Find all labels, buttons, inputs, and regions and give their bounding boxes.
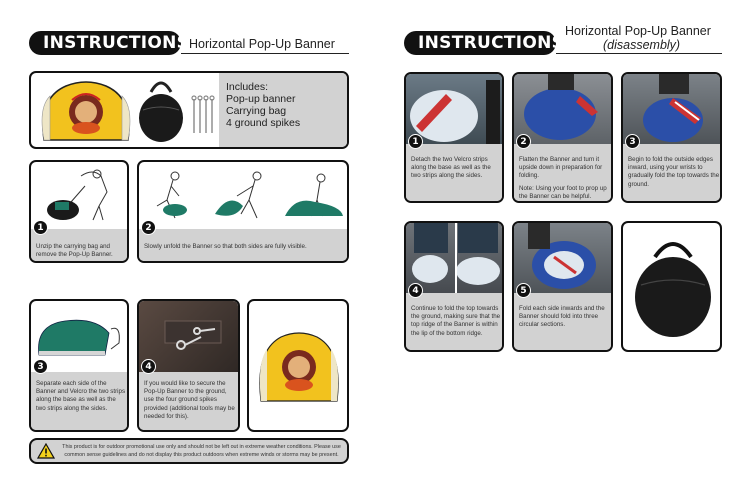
- left-step-1-text: Unzip the carrying bag and remove the Pop-Up Banner.: [36, 243, 113, 259]
- step-number-badge: 5: [516, 283, 531, 298]
- right-step-5-text: Fold each side inwards and the Banner should fold into three circular sections.: [519, 305, 605, 329]
- left-step-1-panel: [29, 160, 129, 263]
- includes-item: 4 ground spikes: [226, 117, 301, 129]
- left-step-3-text: Separate each side of the Banner and Velcro the two strips along the base as well as the two strips along the sides.: [36, 380, 126, 412]
- assembled-banner-image: [255, 327, 343, 403]
- includes-panel: [29, 71, 349, 149]
- includes-heading: Includes:: [226, 81, 269, 93]
- right-step-4-panel: [404, 221, 504, 352]
- step-number-badge: 4: [408, 283, 423, 298]
- step-number-badge: 1: [408, 134, 423, 149]
- left-header-badge: INSTRUCTIONS: [29, 31, 181, 55]
- step-number-badge: 3: [625, 134, 640, 149]
- includes-item: Carrying bag: [226, 105, 287, 117]
- warning-icon: [37, 443, 55, 459]
- includes-item: Pop-up banner: [226, 93, 296, 105]
- velcro-strips-illustration: [35, 315, 125, 359]
- right-step-4-text: Continue to fold the top towards the ground, making sure that the top ridge of the Banner is within the lip of the bottom ridge.: [411, 305, 501, 337]
- right-step-2-note: Note: Using your foot to prop up the Banner can be helpful.: [519, 184, 607, 200]
- right-header-subtitle: (disassembly): [603, 38, 681, 52]
- right-step-1-text: Detach the two Velcro strips along the base as well as the two strips along the sides.: [411, 156, 491, 180]
- step-number-badge: 1: [33, 220, 48, 235]
- warning-footer: [29, 438, 349, 464]
- right-header-badge: INSTRUCTIONS: [404, 31, 556, 55]
- left-header-rule: [181, 53, 349, 54]
- step-number-badge: 2: [516, 134, 531, 149]
- right-header-rule: [556, 53, 722, 54]
- includes-list: [226, 81, 300, 129]
- right-step-1-panel: [404, 72, 504, 203]
- right-step-2-text: [519, 156, 611, 201]
- unzip-bag-illustration: [41, 166, 121, 224]
- right-step-2-panel: [512, 72, 613, 203]
- step-number-badge: 4: [141, 359, 156, 374]
- step-number-badge: 2: [141, 220, 156, 235]
- packed-carrying-bag-image: [631, 235, 715, 341]
- packed-bag-panel: [621, 221, 722, 352]
- left-step-3-panel: [29, 299, 129, 432]
- right-step-2-instruction: Flatten the Banner and turn it upside down in preparation for folding.: [519, 156, 603, 180]
- left-step-2-panel: [137, 160, 349, 263]
- warning-text: This product is for outdoor promotional use only and should not be left out in extreme weather conditions. Please use common sense guidelines and do not display this product outdoors when extreme winds or storms may be present.: [62, 444, 341, 458]
- left-step-4-panel: [137, 299, 240, 432]
- step-number-badge: 3: [33, 359, 48, 374]
- left-header-title: Horizontal Pop-Up Banner: [189, 37, 335, 51]
- right-step-3-panel: [621, 72, 722, 203]
- ground-spikes-image: [191, 95, 215, 135]
- unfold-banner-illustration: [145, 166, 345, 228]
- left-step-2-text: Slowly unfold the Banner so that both sides are fully visible.: [144, 243, 307, 250]
- banner-image: [36, 78, 136, 142]
- right-header-title: Horizontal Pop-Up Banner: [565, 24, 711, 38]
- right-step-5-panel: [512, 221, 613, 352]
- carrying-bag-image: [135, 78, 187, 144]
- assembled-banner-panel: [247, 299, 349, 432]
- left-step-4-text: If you would like to secure the Pop-Up Banner to the ground, use the four ground spikes provided (additional tools may be needed for this).: [144, 380, 235, 420]
- right-step-3-text: Begin to fold the outside edges inward, using your wrists to gradually fold the top towards the ground.: [628, 156, 720, 188]
